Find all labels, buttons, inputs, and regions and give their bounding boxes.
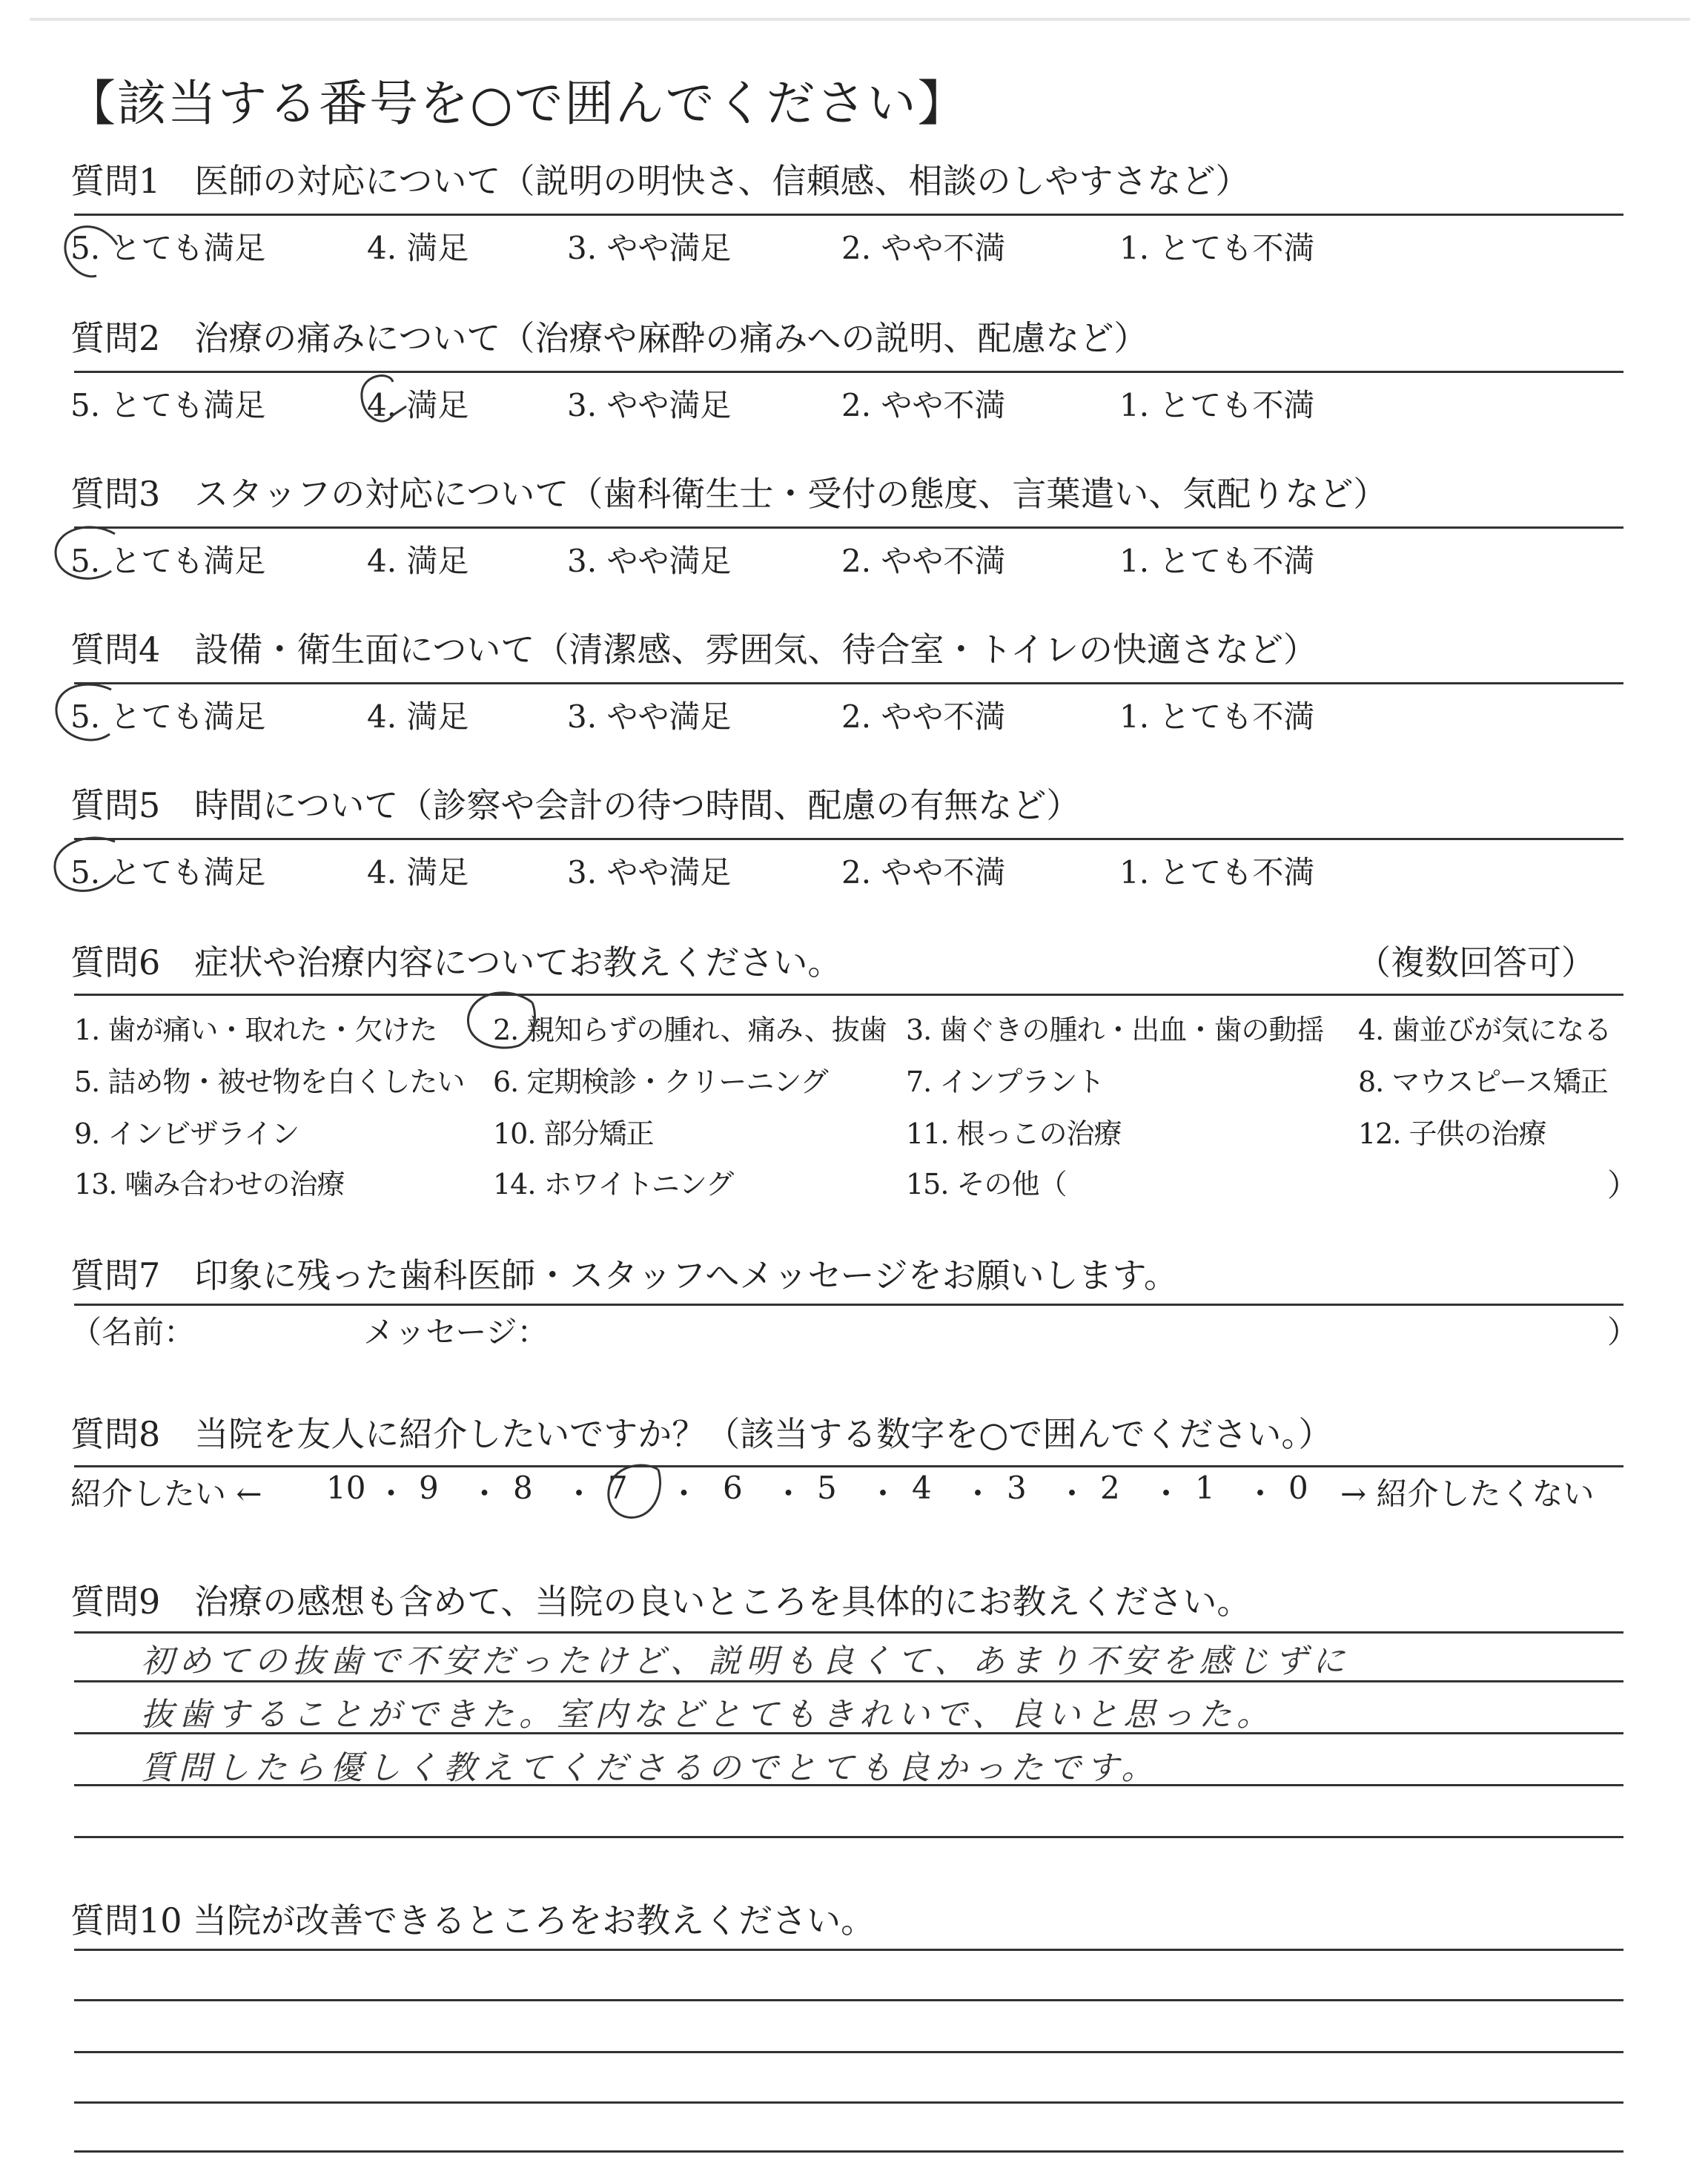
scan-top-edge (30, 18, 1690, 21)
q9-rule-1 (74, 1631, 1623, 1634)
q3-option[interactable]: 2. やや不満 (841, 543, 1006, 579)
q1-title: 質問1 医師の対応について（説明の明快さ、信頼感、相談のしやすさなど） (70, 161, 1250, 201)
q8-scale-value[interactable]: 1 (1195, 1470, 1215, 1506)
q9-rule-5 (74, 1836, 1623, 1838)
q5-option[interactable]: 5. とても満足 (70, 854, 266, 891)
q7-close-paren: ） (1607, 1314, 1639, 1350)
q3-rule (74, 526, 1623, 529)
q9-title: 質問9 治療の感想も含めて、当院の良いところを具体的にお教えください。 (70, 1582, 1251, 1622)
q3-option[interactable]: 1. とても不満 (1119, 543, 1315, 579)
q8-scale-value[interactable]: 2 (1100, 1470, 1120, 1506)
q8-scale-dot: ・ (563, 1476, 595, 1512)
q3-title: 質問3 スタッフの対応について（歯科衛生士・受付の態度、言葉遣い、気配りなど） (70, 474, 1388, 514)
q7-name-label[interactable]: （名前： (70, 1314, 196, 1350)
q6-option[interactable]: 2. 親知らずの腫れ、痛み、抜歯 (493, 1014, 887, 1046)
q6-option[interactable]: 9. インビザライン (74, 1117, 299, 1150)
q6-title: 質問6 症状や治療内容についてお教えください。 (70, 942, 842, 982)
q2-option[interactable]: 3. やや満足 (567, 387, 732, 423)
q8-scale-dot: ・ (668, 1476, 700, 1512)
q6-option[interactable]: 14. ホワイトニング (493, 1168, 734, 1200)
q5-rule (74, 838, 1623, 840)
q3-option[interactable]: 3. やや満足 (567, 543, 732, 579)
q8-scale-dot: ・ (375, 1476, 407, 1512)
q8-scale-dot: ・ (1056, 1476, 1088, 1512)
q6-option[interactable]: 11. 根っこの治療 (906, 1117, 1122, 1150)
q8-scale-dot: ・ (962, 1476, 994, 1512)
q10-rule-5 (74, 2150, 1623, 2153)
q2-option[interactable]: 5. とても満足 (70, 387, 266, 423)
q8-rule (74, 1465, 1623, 1467)
q8-title: 質問8 当院を友人に紹介したいですか？（該当する数字を○で囲んでください。） (70, 1414, 1333, 1454)
q6-note: （複数回答可） (1357, 942, 1595, 982)
q5-title: 質問5 時間について（診察や会計の待つ時間、配慮の有無など） (70, 785, 1081, 825)
q1-option[interactable]: 4. 満足 (367, 230, 469, 266)
q1-option[interactable]: 3. やや満足 (567, 230, 732, 266)
q8-scale-value[interactable]: 4 (912, 1470, 932, 1506)
q10-rule-1 (74, 1949, 1623, 1951)
q10-rule-4 (74, 2101, 1623, 2104)
q2-rule (74, 371, 1623, 373)
q1-rule (74, 214, 1623, 216)
q6-option[interactable]: 3. 歯ぐきの腫れ・出血・歯の動揺 (906, 1014, 1324, 1046)
q8-scale-dot: ・ (1245, 1476, 1277, 1512)
q8-scale-value[interactable]: 3 (1007, 1470, 1027, 1506)
q5-option[interactable]: 3. やや満足 (567, 854, 732, 891)
q7-rule (74, 1304, 1623, 1306)
q6-close-paren: ） (1607, 1167, 1639, 1203)
q8-scale-dot: ・ (1151, 1476, 1182, 1512)
q1-option[interactable]: 1. とても不満 (1119, 230, 1315, 266)
q4-option[interactable]: 1. とても不満 (1119, 698, 1315, 735)
q10-rule-3 (74, 2051, 1623, 2053)
q1-option[interactable]: 2. やや不満 (841, 230, 1006, 266)
q8-left-label: 紹介したい ← (70, 1476, 262, 1512)
q6-option[interactable]: 10. 部分矯正 (493, 1117, 654, 1150)
q8-scale-value[interactable]: 9 (419, 1470, 439, 1506)
q8-scale-dot: ・ (469, 1476, 500, 1512)
q6-option[interactable]: 7. インプラント (906, 1066, 1105, 1098)
q8-scale-value[interactable]: 5 (817, 1470, 837, 1506)
q5-option[interactable]: 1. とても不満 (1119, 854, 1315, 891)
q6-option[interactable]: 1. 歯が痛い・取れた・欠けた (74, 1014, 437, 1046)
q8-scale-value[interactable]: 8 (513, 1470, 533, 1506)
q8-scale-value[interactable]: 7 (608, 1470, 628, 1506)
q2-title: 質問2 治療の痛みについて（治療や麻酔の痛みへの説明、配慮など） (70, 318, 1148, 358)
q2-option[interactable]: 4. 満足 (367, 387, 469, 423)
q6-option[interactable]: 6. 定期検診・クリーニング (493, 1066, 828, 1098)
q6-option[interactable]: 12. 子供の治療 (1358, 1117, 1546, 1150)
q10-rule-2 (74, 1999, 1623, 2001)
page-heading: 【該当する番号を○で囲んでください】 (67, 75, 968, 132)
q9-answer-line: 抜歯することができた。室内などとてもきれいで、良いと思った。 (141, 1696, 1275, 1734)
q6-option[interactable]: 8. マウスピース矯正 (1358, 1066, 1608, 1098)
q10-title: 質問10 当院が改善できるところをお教えください。 (70, 1900, 875, 1941)
q4-option[interactable]: 5. とても満足 (70, 698, 266, 735)
q3-option[interactable]: 4. 満足 (367, 543, 469, 579)
q5-option[interactable]: 4. 満足 (367, 854, 469, 891)
q4-option[interactable]: 3. やや満足 (567, 698, 732, 735)
q6-option[interactable]: 5. 詰め物・被せ物を白くしたい (74, 1066, 465, 1098)
q8-scale-dot: ・ (772, 1476, 804, 1512)
q1-option[interactable]: 5. とても満足 (70, 230, 266, 266)
q7-title: 質問7 印象に残った歯科医師・スタッフへメッセージをお願いします。 (70, 1255, 1178, 1295)
q4-rule (74, 682, 1623, 684)
q6-rule (74, 994, 1623, 996)
q8-scale-dot: ・ (867, 1476, 899, 1512)
q6-option[interactable]: 15. その他（ (906, 1168, 1067, 1200)
q8-scale-value[interactable]: 10 (326, 1470, 366, 1506)
q8-scale-value[interactable]: 0 (1288, 1470, 1308, 1506)
q2-option[interactable]: 1. とても不満 (1119, 387, 1315, 423)
q5-option[interactable]: 2. やや不満 (841, 854, 1006, 891)
q4-option[interactable]: 4. 満足 (367, 698, 469, 735)
q4-option[interactable]: 2. やや不満 (841, 698, 1006, 735)
q6-option[interactable]: 4. 歯並びが気になる (1358, 1014, 1612, 1046)
q4-title: 質問4 設備・衛生面について（清潔感、雰囲気、待合室・トイレの快適さなど） (70, 630, 1318, 670)
q8-scale-value[interactable]: 6 (723, 1470, 743, 1506)
q2-option[interactable]: 2. やや不満 (841, 387, 1006, 423)
q8-right-label: → 紹介したくない (1340, 1476, 1595, 1512)
q6-option[interactable]: 13. 噛み合わせの治療 (74, 1168, 345, 1200)
q9-answer-line: 質問したら優しく教えてくださるのでとても良かったです。 (141, 1749, 1159, 1787)
q3-option[interactable]: 5. とても満足 (70, 543, 266, 579)
q7-message-label[interactable]: メッセージ： (363, 1314, 549, 1350)
q9-answer-line: 初めての抜歯で不安だったけど、説明も良くて、あまり不安を感じずに (141, 1642, 1351, 1680)
